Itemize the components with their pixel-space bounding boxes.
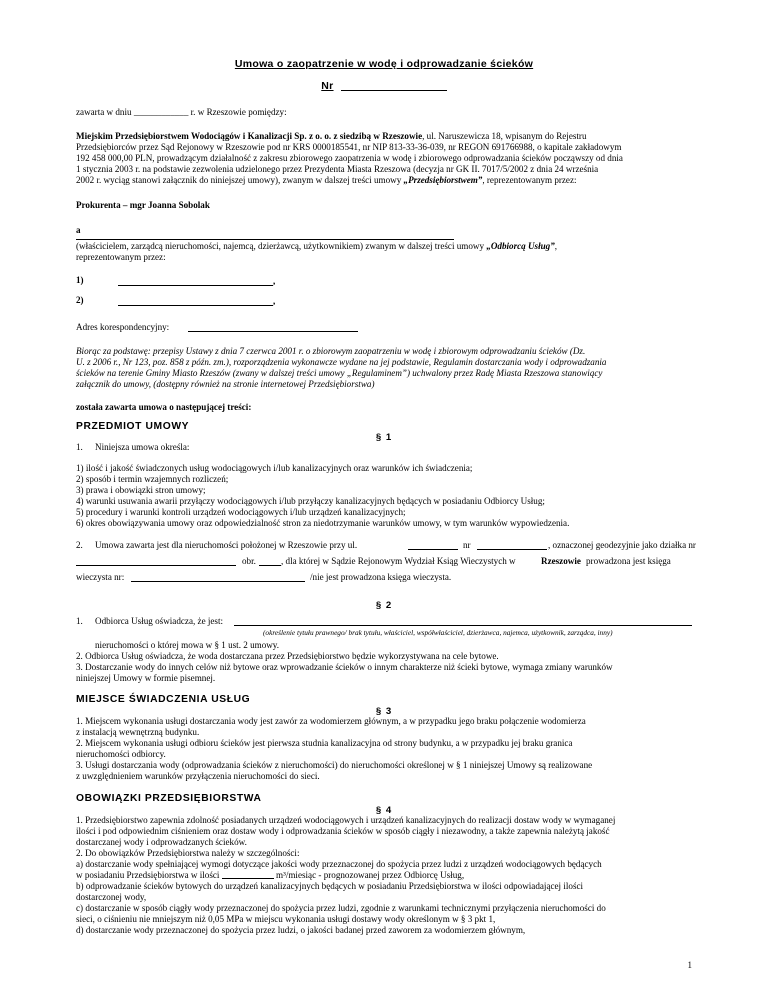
company-line-3: 192 458 000,00 PLN, prowadzącym działalność z zakresu zbiorowego zaopatrzenia w wodę i zbiorowego odprowadzania ścieków począwszy od dnia — [76, 153, 623, 163]
s2-p2: 2. Odbiorca Usług oświadcza, że woda dostarczana przez Przedsiębiorstwo będzie wykorzystywana na cele bytowe. — [76, 651, 499, 661]
section-heading-subject: PRZEDMIOT UMOWY — [76, 421, 190, 432]
precinct-blank — [259, 565, 281, 566]
s1-p2-i: /nie jest prowadzona księga wieczysta. — [310, 572, 452, 582]
rep-2-blank — [118, 305, 273, 306]
s1-p2-b: nr — [463, 540, 471, 550]
basis-line-4: załącznik do umowy, (dostępny również na stronie internetowej Przedsiębiorstwa) — [76, 379, 375, 389]
s3-line-3: 2. Miejscem wykonania usługi odbioru ścieków jest pierwsza studnia kanalizacyjna od strony budynku, a w przypadku jej braku granica — [76, 738, 573, 748]
owner-line-1: (właścicielem, zarządcą nieruchomości, najemcą, dzierżawcą, użytkownikiem) zwanym w dalszej treści umowy „Odbiorcą Usług”, — [76, 241, 558, 251]
s4-line-1: 1. Przedsiębiorstwo zapewnia zdolność posiadanych urządzeń wodociągowych i urządzeń kanalizacyjnych do realizacji dostaw wody w wymaganej — [76, 815, 616, 825]
s1-p1-num: 1. — [76, 442, 83, 452]
paragraph-2-sign: § 2 — [375, 600, 393, 611]
document-title: Umowa o zaopatrzenie w wodę i odprowadzanie ścieków — [234, 58, 534, 70]
s1-p2-g: prowadzona jest księga — [586, 556, 671, 566]
s2-p3-a: 3. Dostarczanie wody do innych celów niż bytowe oraz wprowadzanie ścieków o innym charakterze niż ścieki bytowe, wymaga zmiany warunków — [76, 662, 613, 672]
paragraph-1-sign: § 1 — [375, 432, 393, 443]
concluded-line: została zawarta umowa o następującej treści: — [76, 402, 252, 412]
and-line: a — [76, 225, 81, 235]
s1-item-5: 5) procedury i warunki kontroli urządzeń wodociągowych i/lub urządzeń kanalizacyjnych; — [76, 507, 406, 517]
s1-item-2: 2) sposób i termin wzajemnych rozliczeń; — [76, 474, 229, 484]
page-number: 1 — [687, 960, 692, 970]
basis-line-1: Biorąc za podstawę: przepisy Ustawy z dnia 7 czerwca 2001 r. o zbiorowym zaopatrzeniu w wodę i zbiorowym odprowadzaniu ścieków (Dz. — [76, 346, 586, 356]
company-line-5: 2002 r. wyciąg stanowi załącznik do niniejszej umowy), zwanym w dalszej treści umowy „Przedsiębiorstwem”, reprezentowanym przez: — [76, 175, 577, 185]
s2-p1-hint: (określenie tytułu prawnego/ brak tytułu, właściciel, współwłaściciel, dzierżawca, najemca, użytkownik, zarządca, inny) — [263, 628, 613, 637]
company-line-4: 1 stycznia 2003 r. na podstawie zezwolenia udzielonego przez Prezydenta Miasta Rzeszowa (decyzja nr GK II. 7017/5/2002 z dnia 24 września — [76, 164, 599, 174]
s1-p2-num: 2. — [76, 540, 83, 550]
section-heading-place: MIEJSCE ŚWIADCZENIA USŁUG — [76, 694, 251, 705]
prokurent-line: Prokurenta – mgr Joanna Sobolak — [76, 200, 210, 210]
s4-line-8: dostarczonej wody, — [76, 892, 147, 902]
s3-line-4: nieruchomości odbiorcy. — [76, 749, 166, 759]
paragraph-3-sign: § 3 — [375, 706, 393, 717]
s4-line-2: ilości i pod odpowiednim ciśnieniem oraz dostaw wody i odprowadzania ścieków w sposób ciągły i niezawodny, a także zapewnia należytą jakość — [76, 826, 610, 836]
company-line-1: Miejskim Przedsiębiorstwem Wodociągów i Kanalizacji Sp. z o. o. z siedzibą w Rzeszowie, ul. Naruszewicza 18, wpisanym do Rejestru — [76, 131, 587, 141]
land-register-blank — [131, 581, 305, 582]
s4-line-6: w posiadaniu Przedsiębiorstwa w ilości m³/miesiąc - prognozowanej przez Odbiorcę Usług, — [76, 870, 465, 880]
s4-line-11: d) dostarczanie wody przeznaczonej do spożycia przez ludzi, o jakości badanej przed zaworem za wodomierzem głównym, — [76, 925, 526, 935]
s4-line-10: sieci, o ciśnieniu nie mniejszym niż 0,05 MPa w miejscu wykonania usługi dostawy wody określonym w § 3 pkt 1, — [76, 914, 496, 924]
s2-p1-cont: nieruchomości o której mowa w § 1 ust. 2 umowy. — [95, 640, 280, 650]
number-blank — [341, 90, 447, 91]
s4-line-4: 2. Do obowiązków Przedsiębiorstwa należy w szczególności: — [76, 848, 300, 858]
legal-title-blank — [234, 625, 692, 626]
s4-line-5: a) dostarczanie wody spełniającej wymogi dotyczące jakości wody przeznaczonej do spożycia przez ludzi z urządzeń wodociągowych będących — [76, 859, 602, 869]
s1-item-4: 4) warunki usuwania awarii przyłączy wodociągowych i/lub przyłączy kanalizacyjnych będących w posiadaniu Odbiorcy Usług; — [76, 496, 545, 506]
s1-p2-a: Umowa zawarta jest dla nieruchomości położonej w Rzeszowie przy ul. — [95, 540, 358, 550]
s4-line-9: c) dostarczanie w sposób ciągły wody przeznaczonej do spożycia przez ludzi, zgodnie z warunkami technicznymi przyłączenia nieruchomości do — [76, 903, 606, 913]
s4-line-7: b) odprowadzanie ścieków bytowych do urządzeń kanalizacyjnych będących w posiadaniu Przedsiębiorstwa w ilości odpowiadającej ilości — [76, 881, 584, 891]
s1-p2-e: , dla której w Sądzie Rejonowym Wydział Ksiąg Wieczystych w — [281, 556, 516, 566]
rep-1-comma: , — [273, 276, 276, 286]
rep-1-blank — [118, 285, 273, 286]
s1-p2-d: obr. — [242, 556, 256, 566]
plot-number-blank — [76, 565, 236, 566]
street-blank — [408, 549, 458, 550]
s1-p2-c: , oznaczonej geodezyjnie jako działka nr — [548, 540, 696, 550]
party-name-blank — [76, 239, 454, 240]
rep-2-comma: , — [273, 296, 276, 306]
s2-p1-num: 1. — [76, 616, 83, 626]
basis-line-3: ścieków na terenie Gminy Miasto Rzeszów (zwany w dalszej treści umowy „Regulaminem”) uchwalony przez Radę Miasta Rzeszowa stanowiący — [76, 368, 603, 378]
s2-p1-text: Odbiorca Usług oświadcza, że jest: — [95, 616, 224, 626]
s1-item-3: 3) prawa i obowiązki stron umowy; — [76, 485, 206, 495]
s3-line-6: z uwzględnieniem warunków przyłączenia nieruchomości do sieci. — [76, 771, 320, 781]
basis-line-2: U. z 2006 r., Nr 123, poz. 858 z późn. zm.), rozporządzenia wykonawcze wydane na jej podstawie, Regulamin dostarczania wody i odprowadzania — [76, 357, 607, 367]
owner-line-2: reprezentowanym przez: — [76, 252, 166, 262]
s1-p2-h: wieczysta nr: — [76, 572, 125, 582]
volume-blank — [222, 878, 274, 879]
s1-item-1: 1) ilość i jakość świadczonych usług wodociągowych i/lub kanalizacyjnych oraz warunków ich świadczenia; — [76, 463, 473, 473]
s2-p3-b: niniejszej Umowy w formie pisemnej. — [76, 673, 216, 683]
rep-2-num: 2) — [76, 295, 84, 305]
house-number-blank — [477, 549, 547, 550]
s1-p1-text: Niniejsza umowa określa: — [95, 442, 190, 452]
rep-1-num: 1) — [76, 275, 84, 285]
address-blank — [188, 331, 358, 332]
contract-number — [0, 80, 768, 92]
paragraph-4-sign: § 4 — [375, 805, 393, 816]
company-line-2: Przedsiębiorców przez Sąd Rejonowy w Rzeszowie pod nr KRS 0000185541, nr NIP 813-33-36-039, nr REGON 691766988, o kapitale zakładowym — [76, 142, 622, 152]
s3-line-5: 3. Usługi dostarczania wody (odprowadzania ścieków z nieruchomości) do nieruchomości określonej w § 1 niniejszej Umowy są realizowane — [76, 760, 593, 770]
number-label: Nr — [321, 80, 334, 92]
s4-line-3: dostarczanej wody i odprowadzanych ścieków. — [76, 837, 247, 847]
intro-line: zawarta w dniu ____________ r. w Rzeszowie pomiędzy: — [76, 107, 287, 117]
s1-item-6: 6) okres obowiązywania umowy oraz odpowiedzialność stron za niedotrzymanie warunków umowy, w tym warunków wypowiedzenia. — [76, 518, 570, 528]
s1-p2-f: Rzeszowie — [541, 556, 581, 566]
s3-line-1: 1. Miejscem wykonania usługi dostarczania wody jest zawór za wodomierzem głównym, a w przypadku jego braku połączenie wodomierza — [76, 716, 586, 726]
address-line: Adres korespondencyjny: — [76, 322, 170, 332]
section-heading-obligations: OBOWIĄZKI PRZEDSIĘBIORSTWA — [76, 793, 262, 804]
s3-line-2: z instalacją wewnętrzną budynku. — [76, 727, 200, 737]
